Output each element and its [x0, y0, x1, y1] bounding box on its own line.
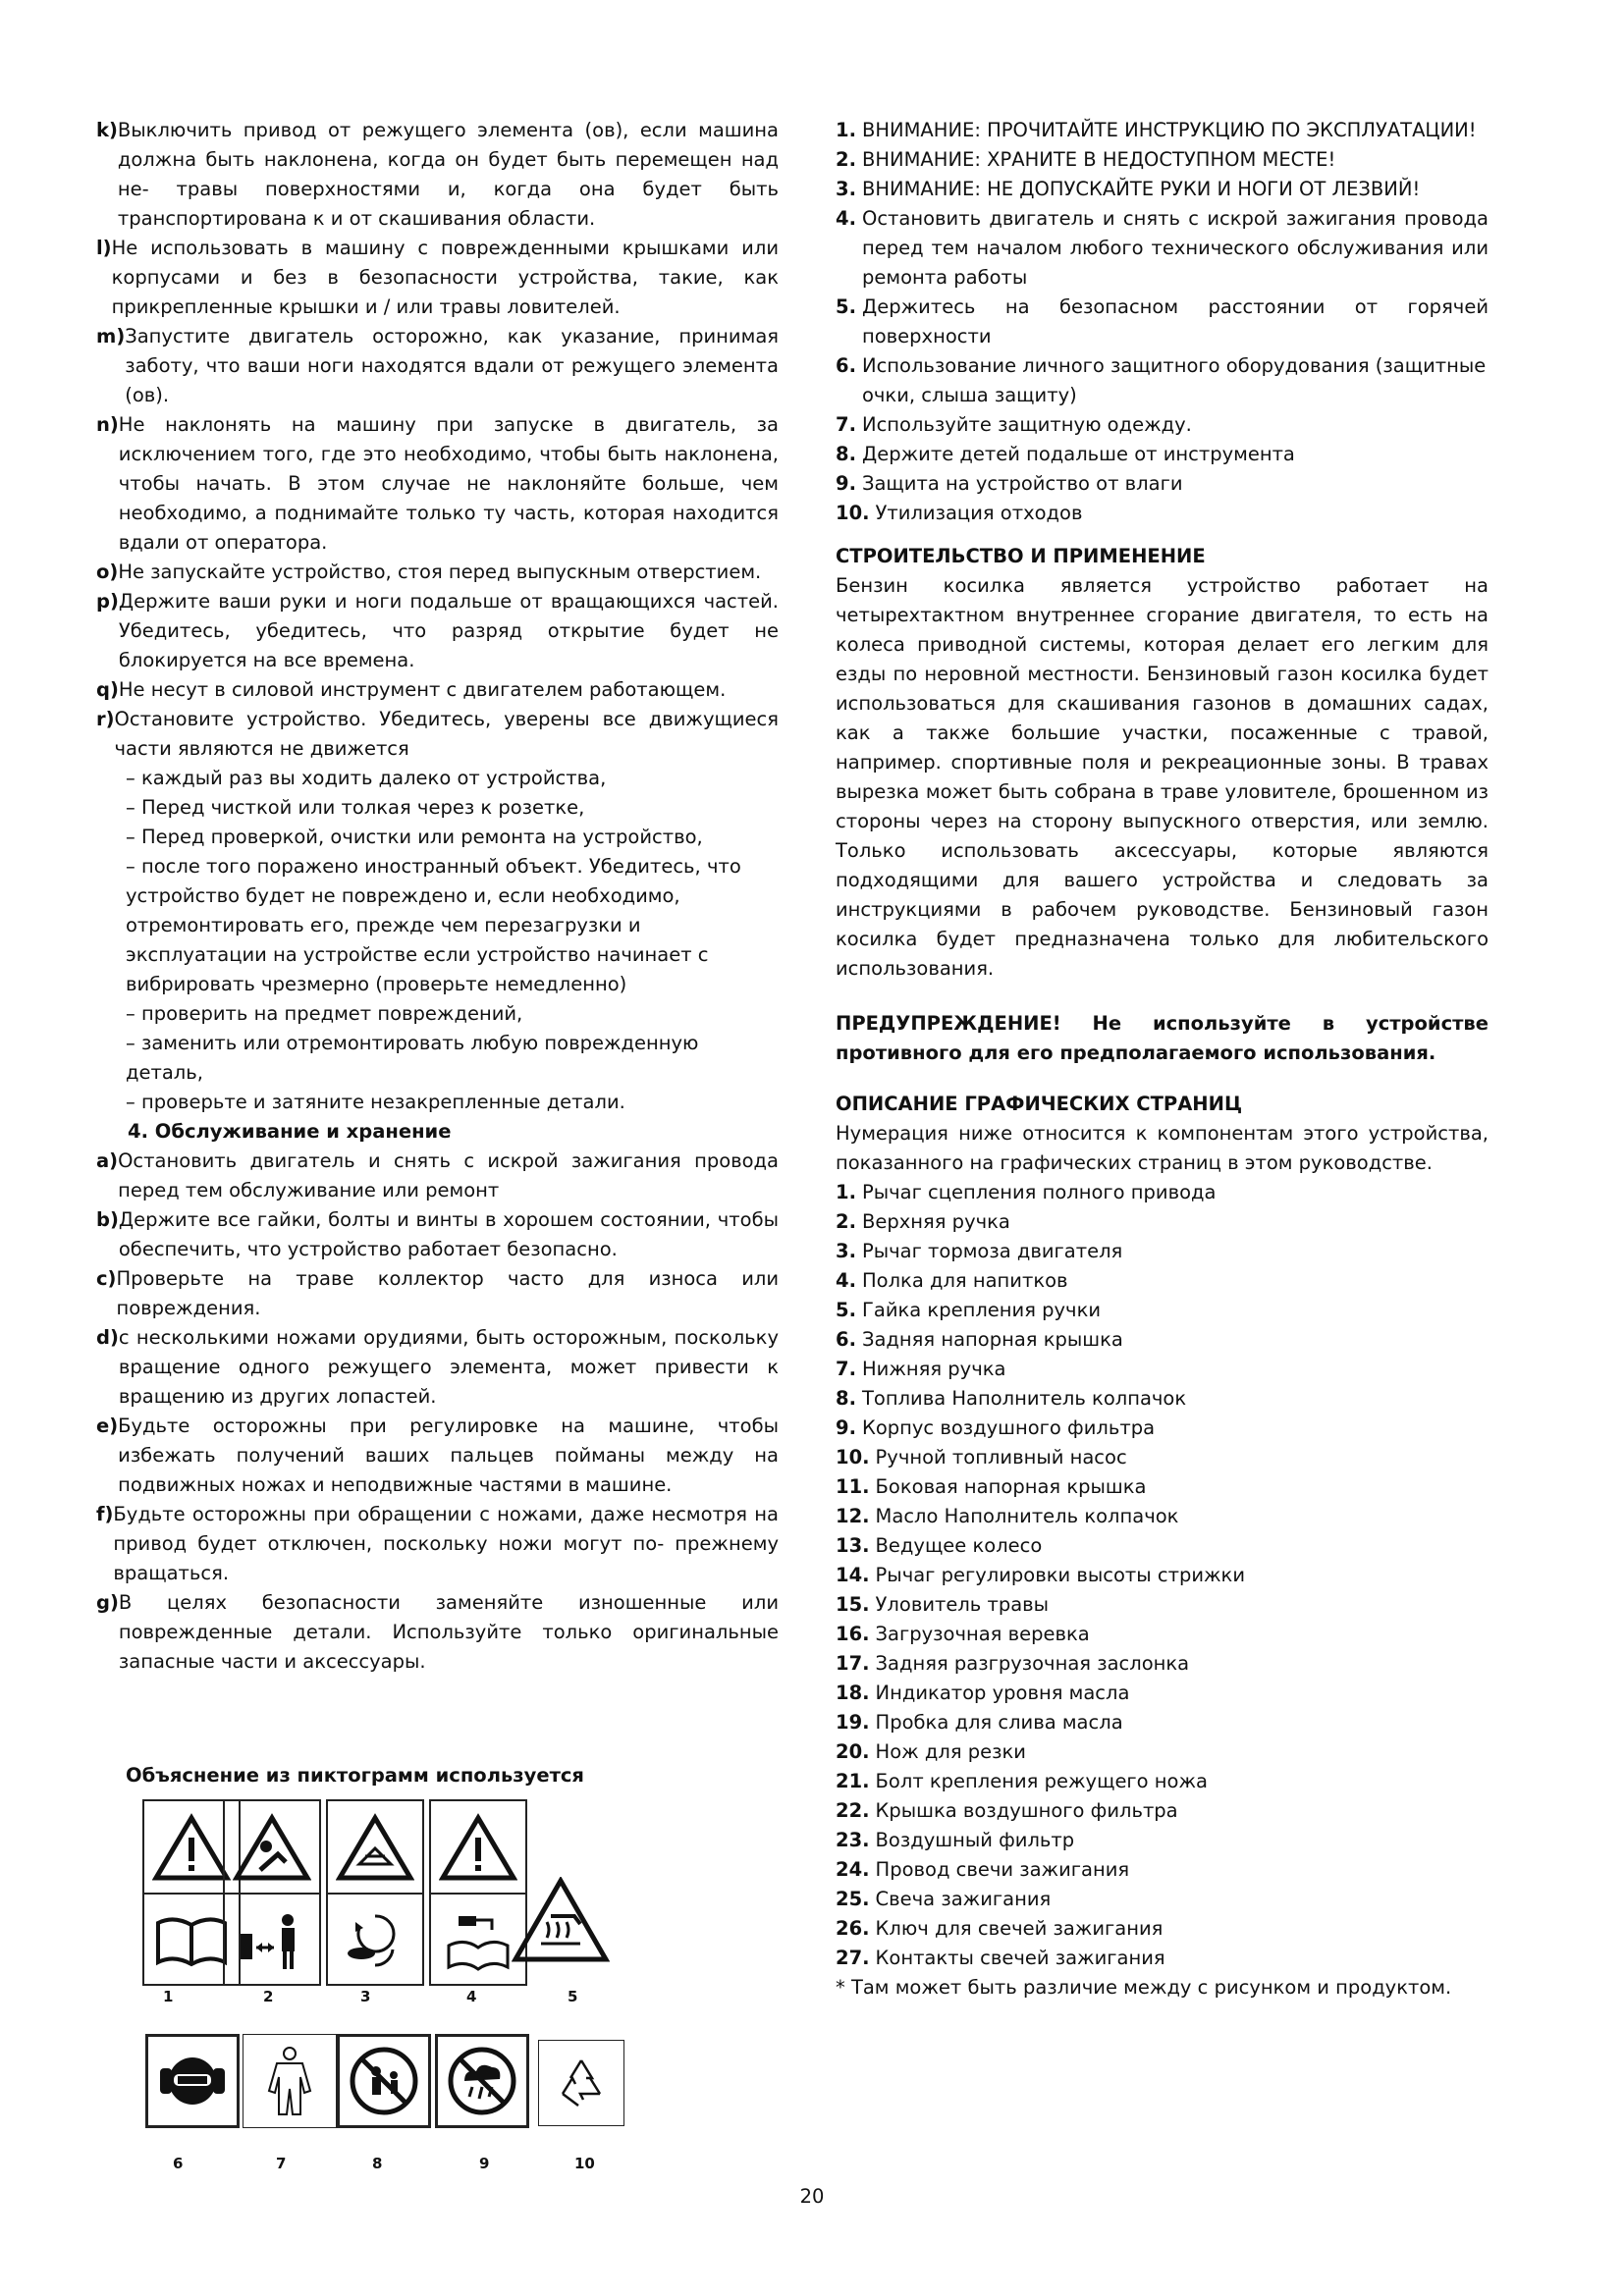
component-item: 18. Индикатор уровня масла	[836, 1682, 1130, 1704]
rule-e: e) Будьте осторожны при регулировке на машине, чтобы избежать получений ваших пальцев пойманы между на подвижных ножах и неподвижные частями в машине.	[96, 1415, 779, 1496]
rule-r-sub-4: – проверить на предмет повреждений,	[126, 1002, 523, 1025]
warning-paragraph: ПРЕДУПРЕЖДЕНИЕ! Не используйте в устройстве противного для его предполагаемого использования.	[836, 1012, 1489, 1064]
rule-m: m) Запустите двигатель осторожно, как указание, принимая заботу, что ваши ноги находятся вдали от режущего элемента (ов).	[96, 325, 779, 406]
component-item: 6. Задняя напорная крышка	[836, 1328, 1123, 1351]
pictogram-number-1: 1	[163, 1988, 174, 2005]
rule-r-sub-5: – заменить или отремонтировать любую поврежденную деталь,	[126, 1032, 699, 1084]
rule-o: o) Не запускайте устройство, стоя перед выпускным отверстием.	[96, 561, 762, 583]
component-item: 12. Масло Наполнитель колпачок	[836, 1505, 1179, 1527]
pictogram-number-7: 7	[276, 2155, 287, 2172]
component-item: 26. Ключ для свечей зажигания	[836, 1917, 1164, 1940]
component-item: 16. Загрузочная веревка	[836, 1623, 1090, 1645]
construction-heading: СТРОИТЕЛЬСТВО И ПРИМЕНЕНИЕ	[836, 545, 1206, 567]
rule-r-sub-0: – каждый раз вы ходить далеко от устройства,	[126, 767, 607, 789]
blade-warning-icon	[336, 1813, 414, 1882]
component-item: 2. Верхняя ручка	[836, 1210, 1010, 1233]
hot-surface-icon	[512, 1877, 610, 1965]
graphics-heading: ОПИСАНИЕ ГРАФИЧЕСКИХ СТРАНИЦ	[836, 1093, 1243, 1115]
pictogram-10	[538, 2040, 624, 2126]
pictogram-2	[223, 1799, 321, 1986]
construction-paragraph: Бензин косилка является устройство работает на четырехтактном внутреннее сгорание двигателя, то есть на колеса приводной системы, которая делает его легким для езды по неровной местности. Бензиновый газон косилка будет использоваться для скашивания газонов в домашних садах, как а также большие участки, посаженные с травой, например. спортивные поля и рекреационные зоны. В травах вырезка может быть собрана в траве уловителе, брошенном из стороны через на сторону выпускного отверстия, или землю. Только использовать аксессуары, которые являются подходящими для вашего устройства и следовать за инструкциями в рабочем руководстве. Бензиновый газон косилка будет предназначена только для любительского использования.	[836, 574, 1489, 980]
pictogram-7	[243, 2034, 337, 2128]
component-item: 4. Полка для напитков	[836, 1269, 1068, 1292]
rotating-blade-icon	[336, 1906, 414, 1975]
component-item: 14. Рычаг регулировки высоты стрижки	[836, 1564, 1246, 1586]
component-item: 10. Ручной топливный насос	[836, 1446, 1127, 1468]
footnote: * Там может быть различие между с рисунком и продуктом.	[836, 1976, 1452, 1999]
components-list	[836, 1178, 1489, 1973]
pictogram-number-5: 5	[568, 1988, 578, 2005]
component-item: 20. Нож для резки	[836, 1740, 1026, 1763]
symbol-list-item: 8. Держите детей подальше от инструмента	[836, 443, 1295, 465]
component-item: 15. Уловитель травы	[836, 1593, 1050, 1616]
component-item: 13. Ведущее колесо	[836, 1534, 1043, 1557]
rule-n: n) Не наклонять на машину при запуске в двигатель, за исключением того, где это необходимо, чтобы быть наклонена, чтобы начать. В этом случае не наклоняйте больше, чем необходимо, а поднимайте только ту часть, которая находится вдали от оператора.	[96, 413, 779, 554]
symbol-list-item: 9. Защита на устройство от влаги	[836, 472, 1183, 495]
goggles-ear-protection-icon	[156, 2045, 229, 2117]
rule-a: a) Остановить двигатель и снять с искрой зажигания провода перед тем обслуживание или ремонт	[96, 1149, 779, 1201]
rule-r: r) Остановите устройство. Убедитесь, уверены все движущиеся части являются не движется	[96, 708, 779, 760]
hazard-triangle-icon	[233, 1813, 311, 1882]
symbol-list-item: 1. ВНИМАНИЕ: ПРОЧИТАЙТЕ ИНСТРУКЦИЮ ПО ЭКСПЛУАТАЦИИ!	[836, 119, 1477, 141]
rule-f: f) Будьте осторожны при обращении с ножами, даже несмотря на привод будет отключен, поскольку ножи могут по- прежнему вращаться.	[96, 1503, 779, 1584]
component-item: 8. Топлива Наполнитель колпачок	[836, 1387, 1187, 1410]
page-number: 20	[799, 2185, 825, 2208]
rule-r-sub-1: – Перед чисткой или толкая через к розетке,	[126, 796, 585, 819]
no-children-icon	[345, 2042, 423, 2120]
symbol-list-item: 4. Остановить двигатель и снять с искрой зажигания провода перед тем началом любого технического обслуживания или ремонта работы	[836, 207, 1489, 289]
component-item: 9. Корпус воздушного фильтра	[836, 1416, 1156, 1439]
rule-r-sub-3: – после того поражено иностранный объект. Убедитесь, что устройство будет не повреждено и, если необходимо, отремонтировать его, прежде чем перезагрузки и эксплуатации на устройстве если устройство начинает с вибрировать чрезмерно (проверьте немедленно)	[126, 855, 741, 995]
pictogram-number-8: 8	[372, 2155, 383, 2172]
component-item: 25. Свеча зажигания	[836, 1888, 1052, 1910]
symbol-list-item: 10. Утилизация отходов	[836, 502, 1083, 524]
rule-c: c) Проверьте на траве коллектор часто для износа или повреждения.	[96, 1267, 779, 1319]
component-item: 24. Провод свечи зажигания	[836, 1858, 1130, 1881]
right-column	[836, 116, 1489, 2002]
component-item: 19. Пробка для слива масла	[836, 1711, 1123, 1734]
component-item: 27. Контакты свечей зажигания	[836, 1947, 1165, 1969]
rule-b: b) Держите все гайки, болты и винты в хорошем состоянии, чтобы обеспечить, что устройство работает безопасно.	[96, 1208, 779, 1260]
rule-l: l) Не использовать в машину с поврежденными крышками или корпусами и без в безопасности устройства, такие, как прикрепленные крышки и / или травы ловителей.	[96, 237, 779, 318]
component-item: 5. Гайка крепления ручки	[836, 1299, 1102, 1321]
rule-q: q) Не несут в силовой инструмент с двигателем работающем.	[96, 678, 727, 701]
warning-triangle-icon	[439, 1813, 517, 1882]
pictogram-number-3: 3	[360, 1988, 371, 2005]
section-maintenance-heading: 4. Обслуживание и хранение	[128, 1120, 452, 1143]
symbol-list-item: 3. ВНИМАНИЕ: НЕ ДОПУСКАЙТЕ РУКИ И НОГИ ОТ ЛЕЗВИЙ!	[836, 178, 1421, 200]
protective-clothing-icon	[255, 2042, 324, 2120]
pictogram-number-4: 4	[466, 1988, 477, 2005]
recycle-icon	[549, 2051, 614, 2115]
pictogram-3	[326, 1799, 424, 1986]
rule-g: g) В целях безопасности заменяйте изношенные или поврежденные детали. Используйте только оригинальные запасные части и аксессуары.	[96, 1591, 779, 1673]
component-item: 17. Задняя разгрузочная заслонка	[836, 1652, 1190, 1675]
symbol-list-item: 6. Использование личного защитного оборудования (защитные очки, слыша защиту)	[836, 354, 1487, 406]
component-item: 3. Рычаг тормоза двигателя	[836, 1240, 1123, 1262]
rule-r-sub-2: – Перед проверкой, очистки или ремонта на устройство,	[126, 826, 703, 848]
rule-r-sub-6: – проверьте и затяните незакрепленные детали.	[126, 1091, 625, 1113]
symbol-list-item: 5. Держитесь на безопасном расстоянии от горячей поверхности	[836, 295, 1489, 347]
component-item: 7. Нижняя ручка	[836, 1358, 1006, 1380]
rule-p: p) Держите ваши руки и ноги подальше от вращающихся частей. Убедитесь, убедитесь, что разряд открытие будет не блокируется на все времена.	[96, 590, 779, 671]
component-item: 1. Рычаг сцепления полного привода	[836, 1181, 1217, 1203]
pictogram-number-2: 2	[263, 1988, 274, 2005]
pictogram-number-10: 10	[574, 2155, 595, 2172]
pictogram-9	[435, 2034, 529, 2128]
pictogram-number-6: 6	[173, 2155, 184, 2172]
pictogram-number-9: 9	[479, 2155, 490, 2172]
symbol-list-item: 2. ВНИМАНИЕ: ХРАНИТЕ В НЕДОСТУПНОМ МЕСТЕ!	[836, 148, 1336, 171]
no-rain-icon	[443, 2042, 521, 2120]
pictogram-5	[512, 1877, 610, 1969]
open-book-icon	[152, 1911, 231, 1970]
component-item: 22. Крышка воздушного фильтра	[836, 1799, 1178, 1822]
pictograms-title: Объяснение из пиктограмм используется	[126, 1764, 584, 1787]
warning-triangle-icon	[152, 1813, 231, 1882]
rule-d: d) с несколькими ножами орудиями, быть осторожным, поскольку вращение одного режущего элемента, может привести к вращению из других лопастей.	[96, 1326, 779, 1408]
rule-k: k) Выключить привод от режущего элемента (ов), если машина должна быть наклонена, когда он будет быть перемещен над не- травы поверхностями и, когда она будет быть транспортирована к и от скашивания области.	[96, 119, 779, 230]
left-column	[96, 116, 779, 1677]
graphics-intro: Нумерация ниже относится к компонентам этого устройства, показанного на графических страниц в этом руководстве.	[836, 1122, 1489, 1174]
symbol-list-item: 7. Используйте защитную одежду.	[836, 413, 1192, 436]
component-item: 23. Воздушный фильтр	[836, 1829, 1075, 1851]
component-item: 21. Болт крепления режущего ножа	[836, 1770, 1209, 1792]
spark-plug-manual-icon	[439, 1906, 517, 1975]
pictogram-6	[145, 2034, 240, 2128]
pictogram-8	[337, 2034, 431, 2128]
component-item: 11. Боковая напорная крышка	[836, 1475, 1147, 1498]
keep-distance-icon	[233, 1906, 311, 1975]
